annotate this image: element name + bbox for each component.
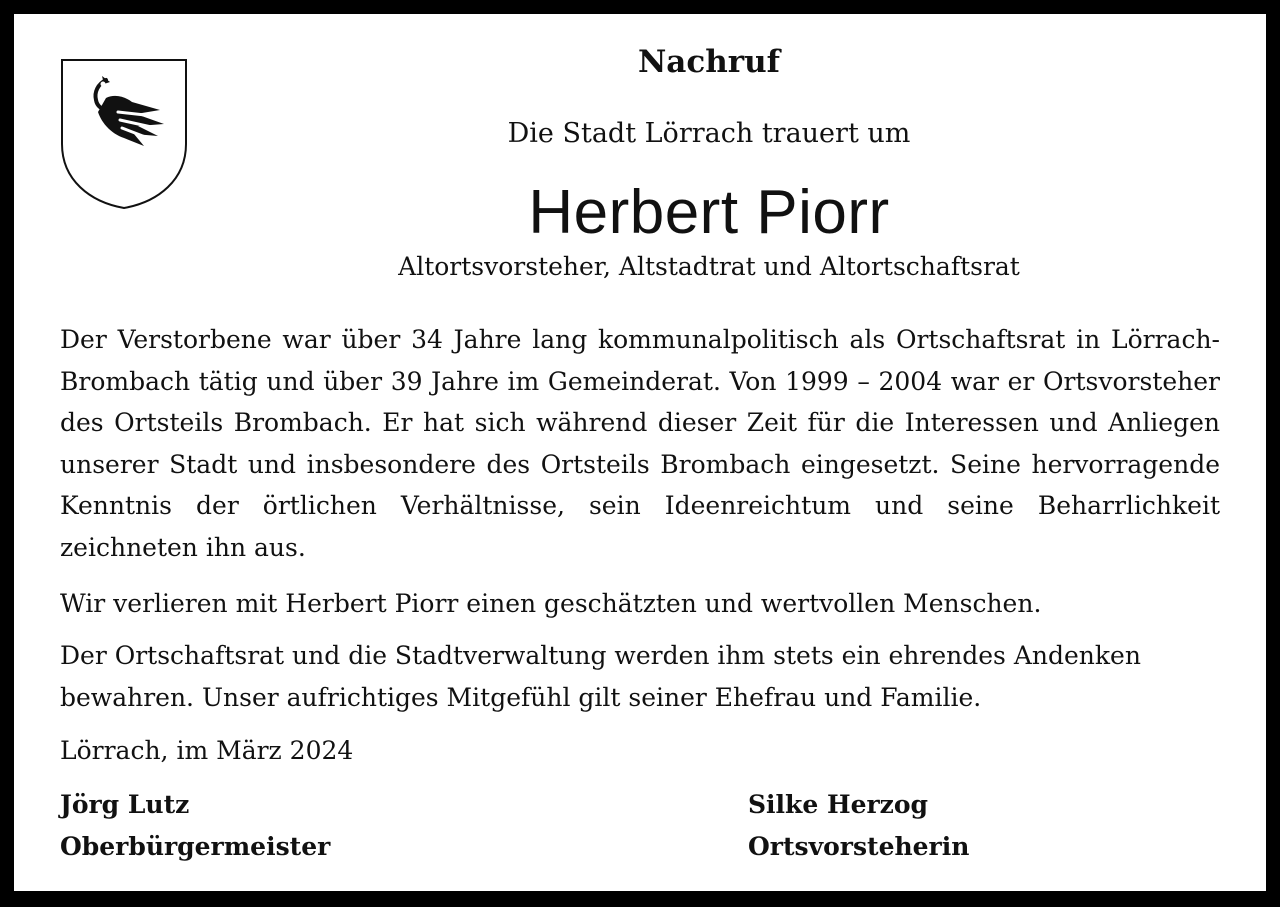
signatory-title: Ortsvorsteherin bbox=[748, 831, 970, 861]
obituary-notice bbox=[14, 14, 1266, 891]
signatory-name: Silke Herzog bbox=[748, 790, 929, 819]
notice-title: Nachruf bbox=[637, 44, 781, 80]
notice-intro: Die Stadt Lörrach trauert um bbox=[507, 118, 911, 149]
signature-block-mayor bbox=[60, 784, 330, 867]
place-date: Lörrach, im März 2024 bbox=[60, 736, 354, 765]
paragraph-condolence: Der Ortschaftsrat und die Stadtverwaltung werden ihm stets ein ehrendes Andenken bewahren. Unser aufrichtiges Mitgefühl gilt seiner Ehefrau und Familie. bbox=[60, 641, 1141, 712]
deceased-name: Herbert Piorr bbox=[528, 178, 890, 247]
signatory-title: Oberbürgermeister bbox=[60, 831, 331, 861]
signature-block-district-head bbox=[748, 784, 969, 867]
paragraph-tribute: Wir verlieren mit Herbert Piorr einen geschätzten und wertvollen Menschen. bbox=[60, 589, 1042, 618]
signatory-name: Jörg Lutz bbox=[60, 790, 190, 819]
paragraph-career: Der Verstorbene war über 34 Jahre lang kommunalpolitisch als Ortschaftsrat in Lörrach-Brombach tätig und über 39 Jahre im Gemeinderat. Von 1999 – 2004 war er Ortsvorsteher des Ortsteils Brombach. Er hat sich während dieser Zeit für die Interessen und Anliegen unserer Stadt und insbesondere des Ortsteils Brombach eingesetzt. Seine hervorragende Kenntnis der örtlichen Verhältnisse, sein Ideenreichtum und seine Beharrlichkeit zeichneten ihn aus. bbox=[60, 325, 1220, 562]
deceased-roles: Altortsvorsteher, Altstadtrat und Altortschaftsrat bbox=[398, 252, 1020, 281]
